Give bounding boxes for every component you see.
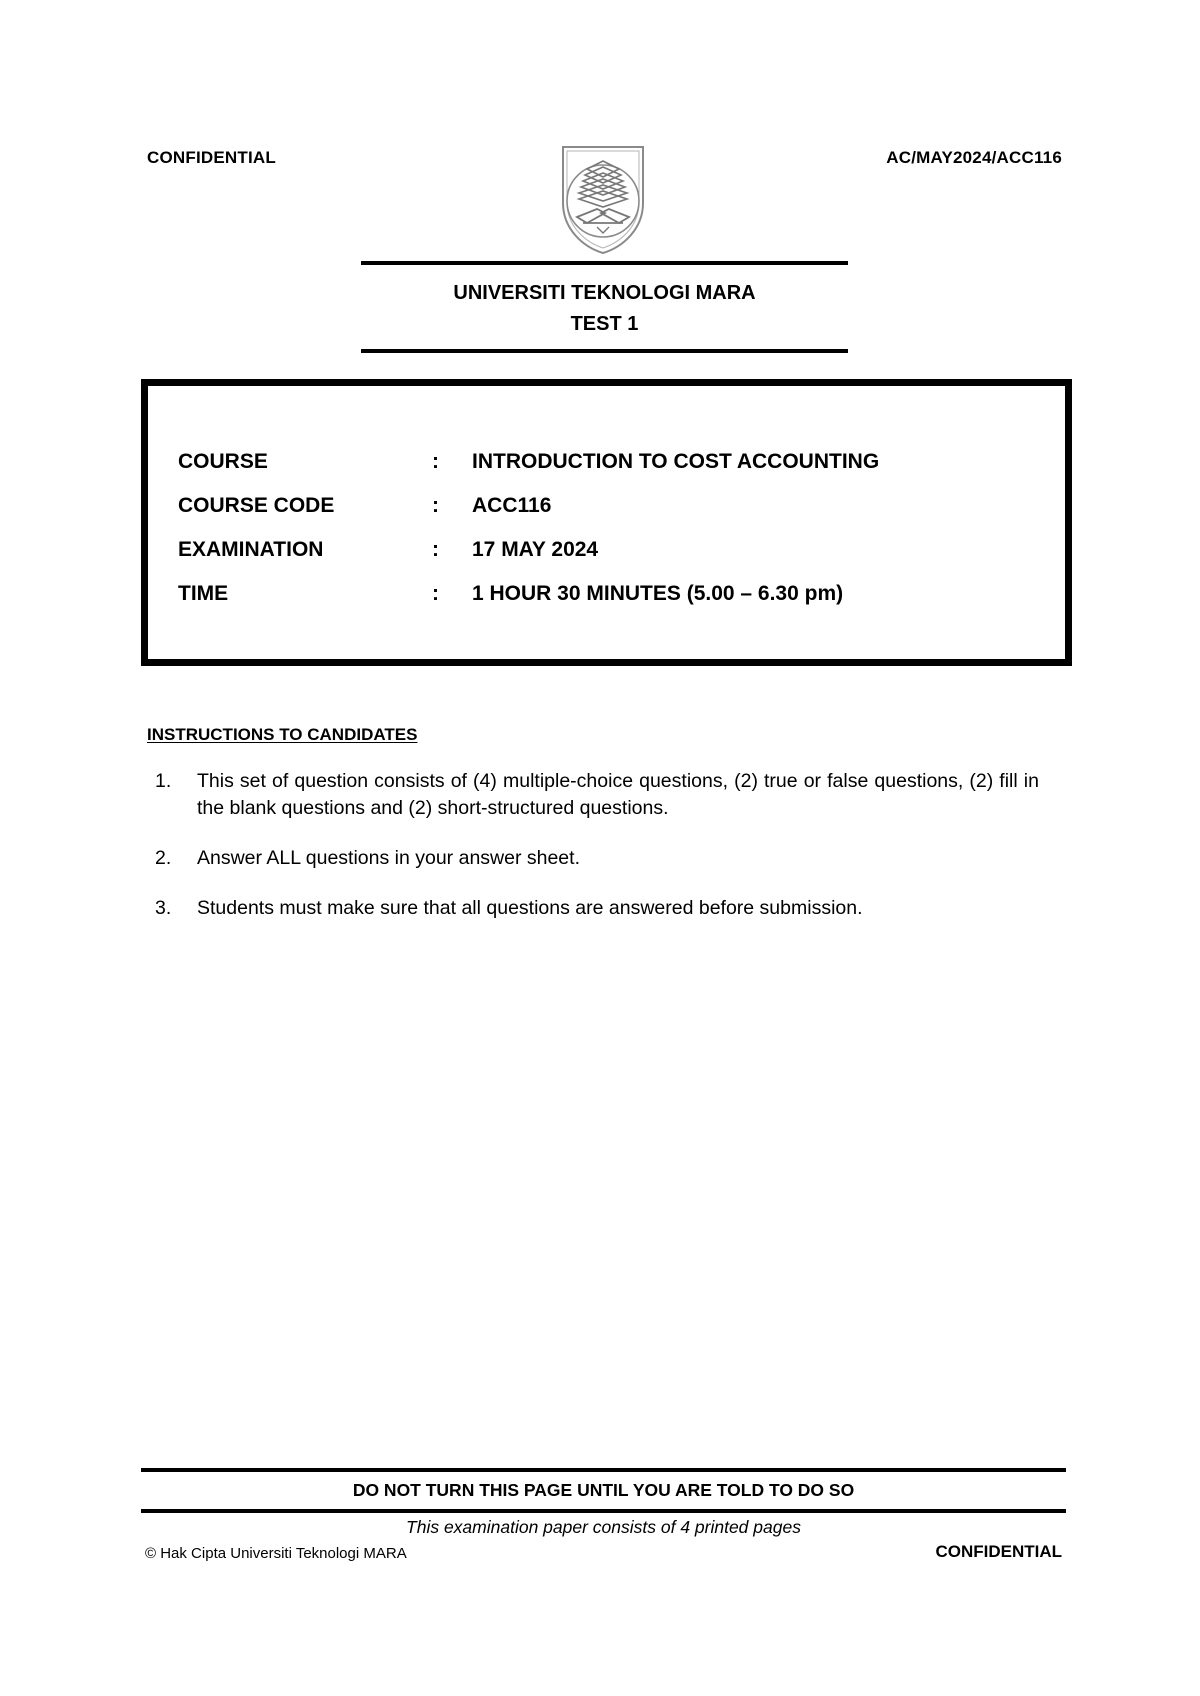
instruction-item	[147, 768, 1039, 822]
instructions-title: INSTRUCTIONS TO CANDIDATES	[147, 725, 418, 744]
confidential-footer-label: CONFIDENTIAL	[935, 1542, 1062, 1561]
instruction-item	[147, 895, 1039, 922]
course-code-colon: :	[432, 494, 439, 517]
examination-row	[148, 535, 1065, 565]
time-label: TIME	[178, 582, 229, 605]
time-colon: :	[432, 582, 439, 605]
course-label: COURSE	[178, 450, 268, 473]
instructions-list	[147, 768, 1039, 945]
time-value: 1 HOUR 30 MINUTES (5.00 – 6.30 pm)	[472, 582, 844, 605]
copyright-notice: © Hak Cipta Universiti Teknologi MARA	[145, 1545, 407, 1562]
time-row	[148, 579, 1065, 609]
course-code-label: COURSE CODE	[178, 494, 335, 517]
instruction-text: This set of question consists of (4) multiple-choice questions, (2) true or false questions, (2) fill in the blank questions and (2) short-structured questions.	[197, 770, 1039, 819]
test-title: TEST 1	[570, 313, 639, 335]
title-top-rule	[361, 261, 848, 265]
instruction-number: 1.	[155, 770, 172, 792]
footer-bottom-rule	[141, 1509, 1066, 1513]
course-colon: :	[432, 450, 439, 473]
instruction-text: Students must make sure that all questions are answered before submission.	[197, 897, 863, 919]
instruction-number: 2.	[155, 847, 172, 869]
course-row	[148, 447, 1065, 477]
confidential-header-label: CONFIDENTIAL	[147, 148, 276, 167]
uitm-crest-icon	[557, 143, 649, 255]
title-block	[361, 278, 848, 340]
course-value: INTRODUCTION TO COST ACCOUNTING	[472, 450, 880, 473]
course-code-row	[148, 491, 1065, 521]
examination-colon: :	[432, 538, 439, 561]
instruction-text: Answer ALL questions in your answer sheet.	[197, 847, 580, 869]
examination-value: 17 MAY 2024	[472, 538, 599, 561]
do-not-turn-warning: DO NOT TURN THIS PAGE UNTIL YOU ARE TOLD TO DO SO	[352, 1480, 855, 1500]
printed-pages-note: This examination paper consists of 4 printed pages	[406, 1517, 801, 1537]
paper-code-header: AC/MAY2024/ACC116	[886, 148, 1062, 167]
course-code-value: ACC116	[472, 494, 552, 517]
instruction-number: 3.	[155, 897, 172, 919]
instruction-item	[147, 845, 1039, 872]
examination-label: EXAMINATION	[178, 538, 324, 561]
university-name: UNIVERSITI TEKNOLOGI MARA	[453, 282, 756, 304]
course-info-box	[141, 379, 1072, 666]
footer-top-rule	[141, 1468, 1066, 1472]
title-bottom-rule	[361, 349, 848, 353]
